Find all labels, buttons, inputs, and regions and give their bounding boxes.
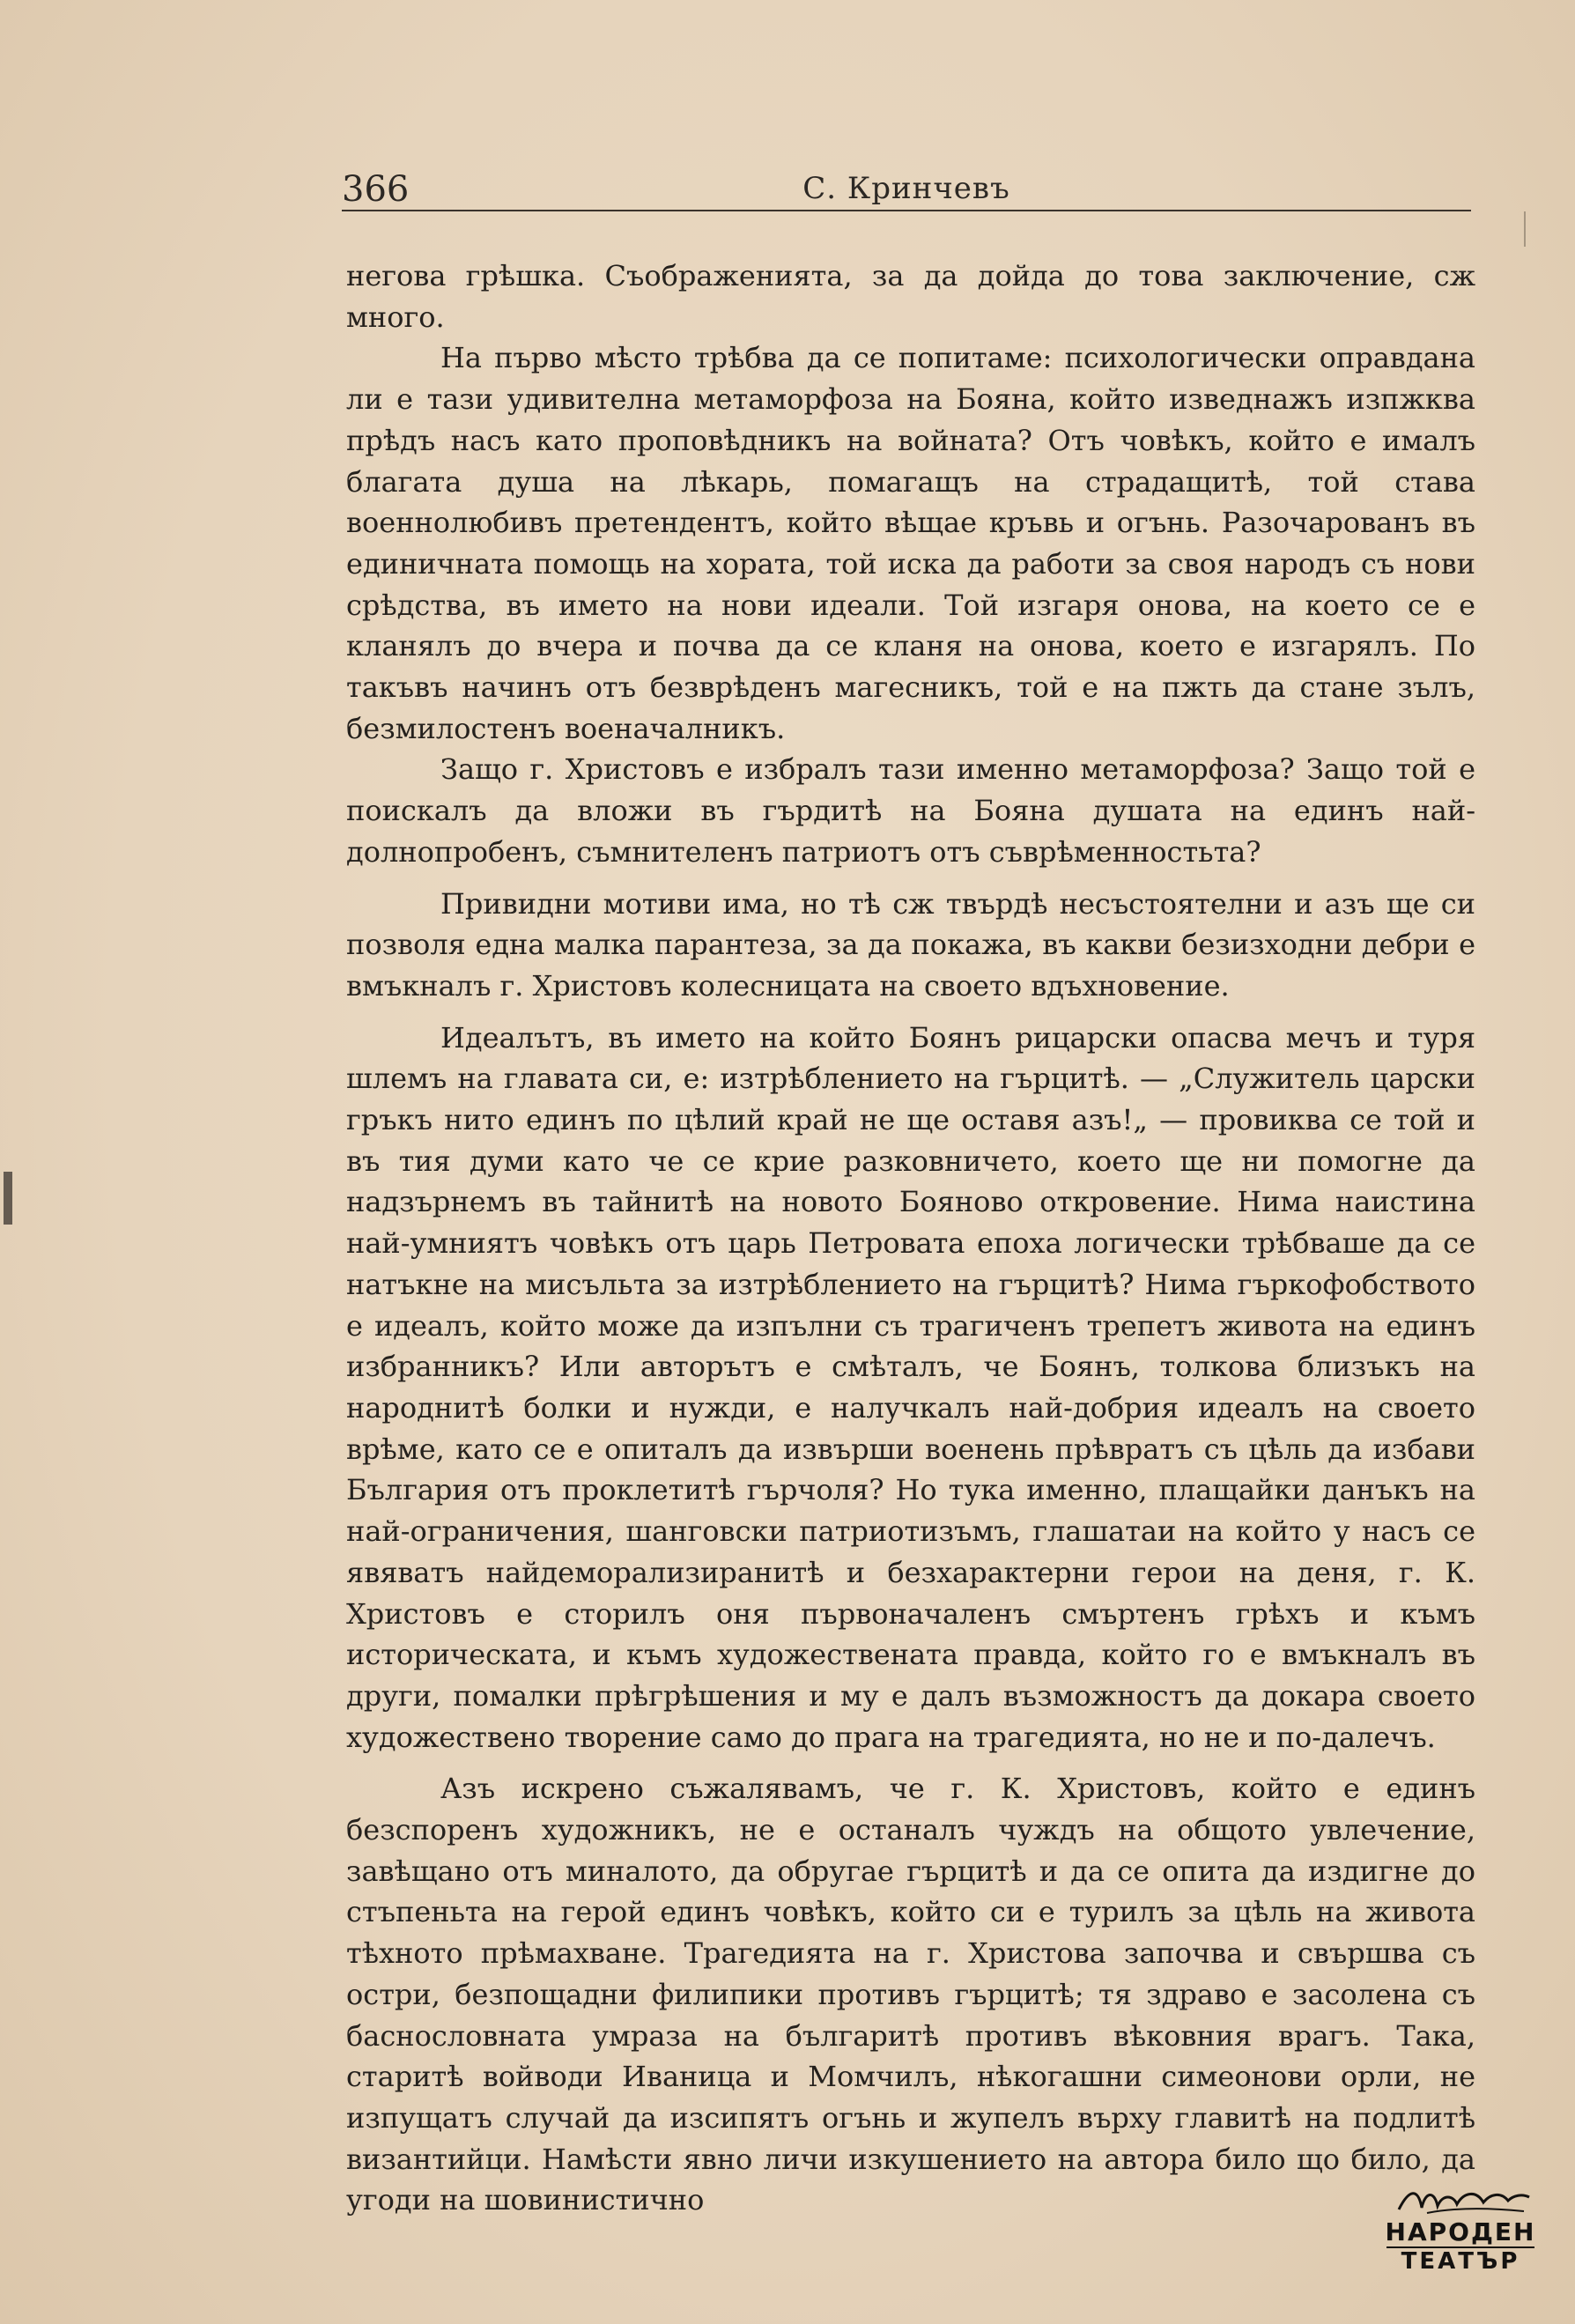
paragraph: На първо мѣсто трѣбва да се попитаме: психологически оправдана ли е тази удивителна метаморфоза на Бояна, който изведнажъ изпжква прѣдъ насъ като проповѣдникъ на войната? Отъ човѣкъ, който е ималъ благата душа на лѣкарь, помагащъ на страдащитѣ, той става военнолюбивъ претендентъ, който вѣщае кръвь и огънь. Разочарованъ въ единичната помощь на хората, той иска да работи за своя народъ съ нови срѣдства, въ името на нови идеали. Той изгаря онова, на което се е кланялъ до вчера и почва да се кланя на онова, което е изгарялъ. По такъвъ начинъ отъ безврѣденъ магесникъ, той е на пжть да стане зълъ, безмилостенъ военачалникъ. bbox=[346, 341, 1475, 745]
paragraph: Идеалътъ, въ името на който Боянъ рицарски опасва мечъ и туря шлемъ на главата си, е: изтрѣблението на гърцитѣ. — „Служитель царски гръкъ нито единъ по цѣлий край не ще оставя азъ!„ — провиква се той и въ тия думи като че се крие разковничето, което ще ни помогне да надзърнемъ въ тайнитѣ на новото Бояново откровение. Нима наистина най-умниятъ човѣкъ отъ царь Петровата епоха логически трѣбваше да се натъкне на мисъльта за изтрѣблението на гърцитѣ? Нима гъркофобството е идеалъ, който може да изпълни съ трагиченъ трепетъ живота на единъ избранникъ? Или авторътъ е смѣталъ, че Боянъ, толкова близъкъ на народнитѣ болки и нужди, е налучкалъ най-добрия идеалъ на своето врѣме, като се е опиталъ да извърши военень прѣвратъ съ цѣль да избави България отъ проклетитѣ гърчоля? Но тука именно, плащайки данъкъ на най-ограничения, шанговски патриотизъмъ, глашатаи на който у насъ се явяватъ найдеморализиранитѣ и безхарактерни герои на деня, г. К. Христовъ е сторилъ оня първоначаленъ смъртенъ грѣхъ и къмъ историческата, и къмъ художествената правда, който го е вмъкналъ въ други, помалки прѣгрѣшения и му е далъ възможностъ да докара своето художествено творение само до прага на трагедията, но не и по-далечъ. bbox=[346, 1020, 1475, 1754]
library-stamp bbox=[1381, 2183, 1540, 2289]
page-edge-mark bbox=[1524, 211, 1533, 247]
paragraph: негова грѣшка. Съображенията, за да дойда до това заключение, сж много. bbox=[346, 259, 1475, 334]
paragraph: Азъ искрено съжалявамъ, че г. К. Христовъ, който е единъ безспоренъ художникъ, не е останалъ чуждъ на общото увлечение, завѣщано отъ миналото, да обругае гърцитѣ и да се опита да издигне до стъпеньта на герой единъ човѣкъ, който си е турилъ за цѣль на живота тѣхното прѣмахване. Трагедията на г. Христова започва и свършва съ остри, безпощадни филипики противъ гърцитѣ; тя здраво е засолена съ баснословната умраза на българитѣ противъ вѣковния врагъ. Така, старитѣ войводи Иваница и Момчилъ, нѣкогашни симеонови орли, не изпущатъ случай да изсипятъ огънь и жупелъ върху главитѣ на подлитѣ византийци. Намѣсти явно личи изкушението на автора било що било, да угоди на шовинистично bbox=[346, 1772, 1475, 2217]
page-number: 366 bbox=[342, 169, 410, 210]
stamp-text-line: ТЕАТЪР bbox=[1401, 2248, 1520, 2275]
paragraph: Привидни мотиви има, но тѣ сж твърдѣ несъстоятелни и азъ ще си позволя една малка парантеза, за да покажа, въ какви безизходни дебри е вмъкналъ г. Христовъ колесницата на своето вдъхновение. bbox=[346, 886, 1475, 1003]
stamp-text-line: НАРОДЕН bbox=[1385, 2217, 1536, 2246]
paragraph: Защо г. Христовъ е избралъ тази именно метаморфоза? Защо той е поискалъ да вложи въ гърдитѣ на Бояна душата на единъ най-долнопробенъ, съмнителенъ патриотъ отъ съврѣменностьта? bbox=[346, 752, 1475, 869]
signature-icon bbox=[1392, 2183, 1533, 2218]
header-rule bbox=[342, 210, 1471, 211]
running-head-author: С. Кринчевъ bbox=[802, 171, 1010, 206]
page-header bbox=[342, 166, 1471, 215]
body-text bbox=[346, 255, 1475, 2221]
binding-mark bbox=[4, 1172, 12, 1225]
